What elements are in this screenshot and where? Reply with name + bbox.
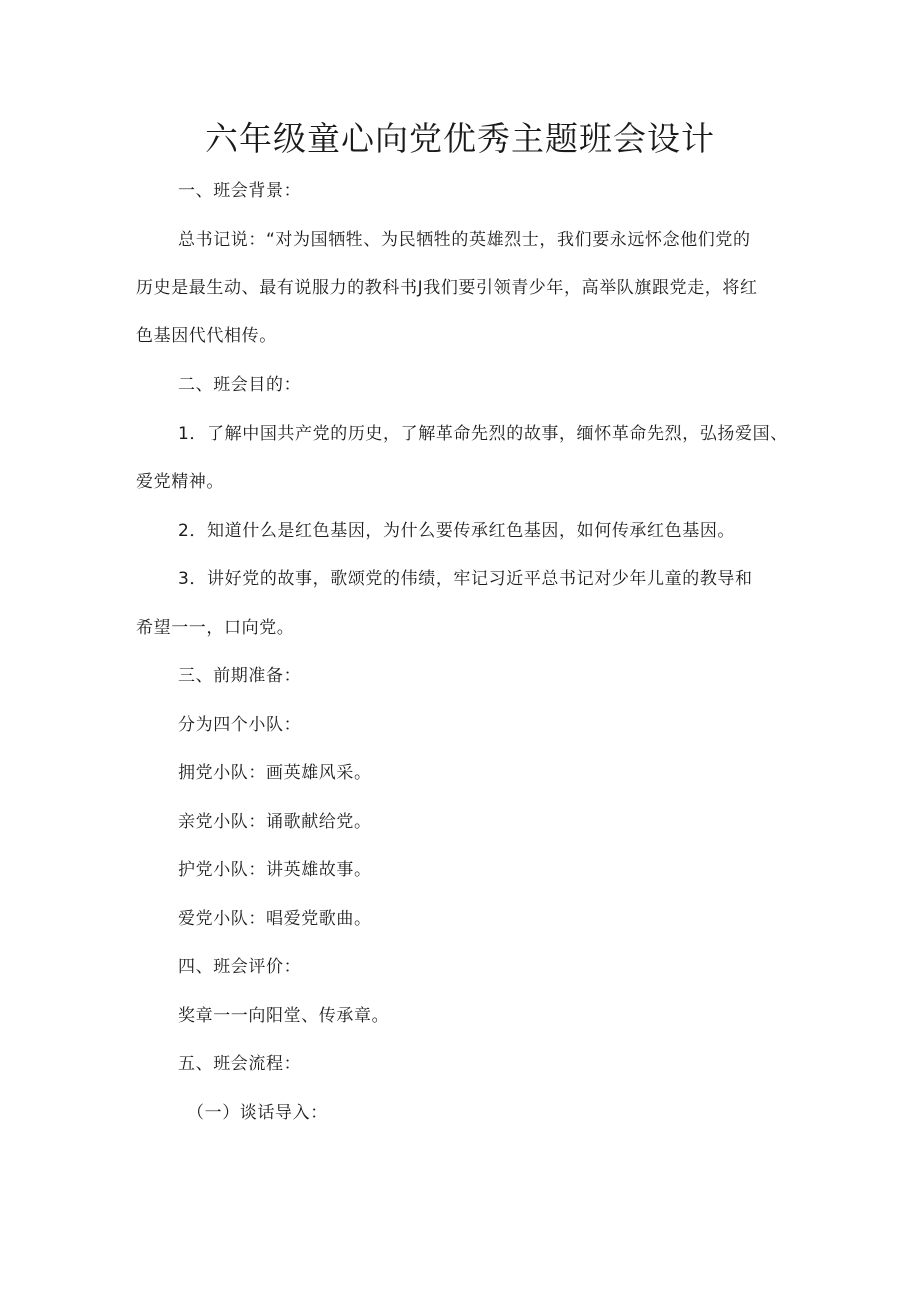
subsection-heading: （一）谈话导入：	[187, 1103, 328, 1123]
section-heading-process: 五、班会流程：	[178, 1054, 302, 1074]
team-item: 拥党小队：画英雄风采。	[178, 763, 372, 783]
section-heading-goals: 二、班会目的：	[178, 375, 302, 395]
list-item-3: 3．讲好党的故事，歌颂党的伟绩，牢记习近平总书记对少年儿童的教导和	[178, 569, 753, 589]
team-item: 爱党小队：唱爱党歌曲。	[178, 909, 372, 929]
section-heading-evaluation: 四、班会评价：	[178, 957, 302, 977]
list-item-2: 2．知道什么是红色基因，为什么要传承红色基因，如何传承红色基因。	[178, 521, 736, 541]
paragraph-line: 分为四个小队：	[178, 715, 302, 735]
paragraph-line: 色基因代代相传。	[136, 326, 277, 346]
list-item-1-continued: 爱党精神。	[136, 472, 224, 492]
paragraph-line: 历史是最生动、最有说服力的教科书J我们要引领青少年，高举队旗跟党走，将红	[136, 278, 758, 298]
list-item-1: 1．了解中国共产党的历史，了解革命先烈的故事，缅怀革命先烈，弘扬爱国、	[178, 424, 788, 444]
team-item: 护党小队：讲英雄故事。	[178, 860, 372, 880]
list-item-3-continued: 希望一一，口向党。	[136, 618, 295, 638]
document-title: 六年级童心向党优秀主题班会设计	[205, 119, 715, 158]
team-item: 亲党小队：诵歌献给党。	[178, 812, 372, 832]
paragraph-line: 总书记说：“对为国牺牲、为民牺牲的英雄烈士，我们要永远怀念他们党的	[178, 230, 751, 250]
section-heading-preparation: 三、前期准备：	[178, 666, 302, 686]
section-heading-background: 一、班会背景：	[178, 181, 302, 201]
paragraph-line: 奖章一一向阳堂、传承章。	[178, 1006, 390, 1026]
